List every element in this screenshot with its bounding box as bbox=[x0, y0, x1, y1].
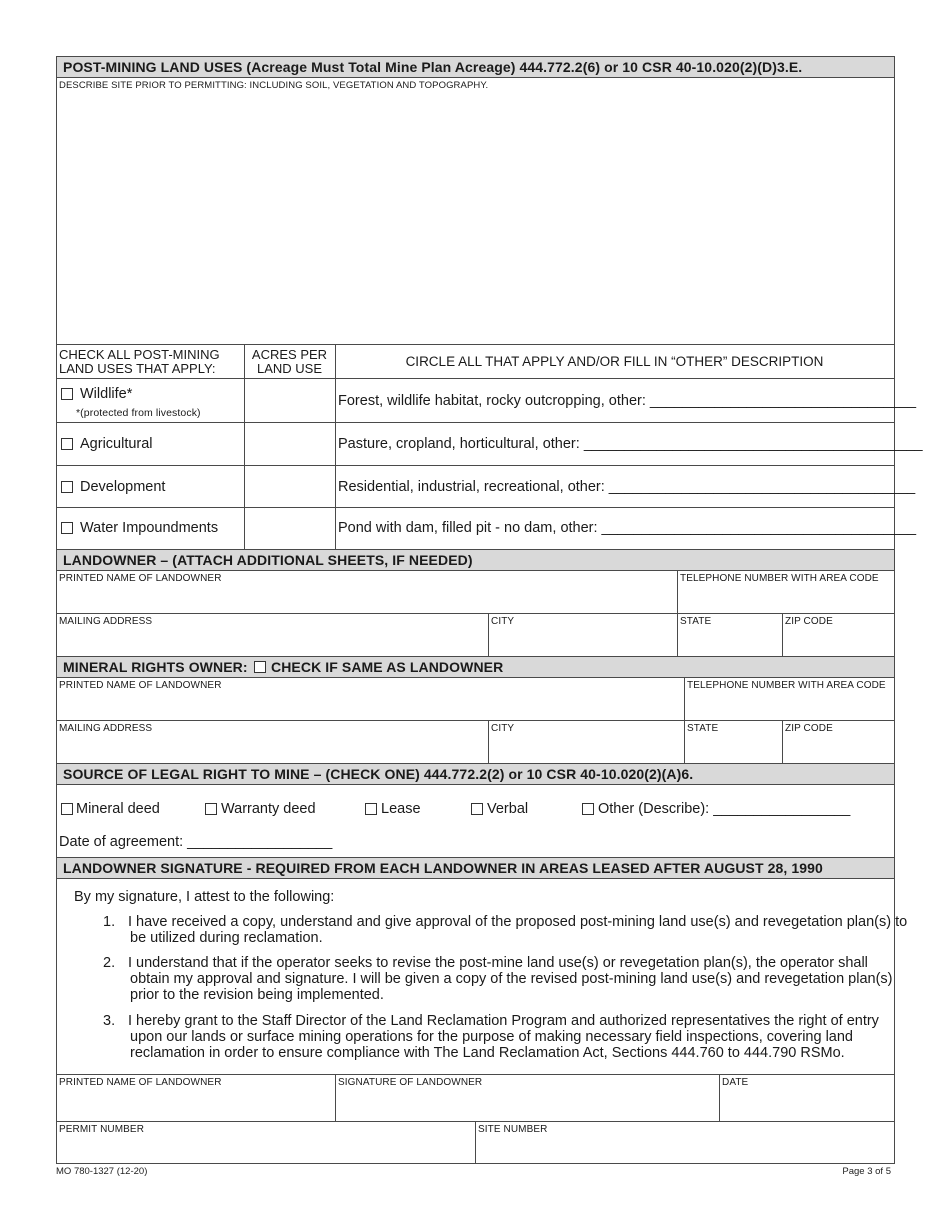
attest-3-line3: reclamation in order to ensure compliance with The Land Reclamation Act, Sections 444.760 to 444.790 RSMo. bbox=[130, 1045, 845, 1061]
mineral-deed-label: Mineral deed bbox=[76, 801, 160, 817]
attest-2-line2: obtain my approval and signature. I will be given a copy of the revised post-mining land use(s) and revegetation plan(s) bbox=[130, 971, 893, 987]
other-checkbox[interactable] bbox=[582, 803, 594, 815]
warranty-deed-label: Warranty deed bbox=[221, 801, 316, 817]
same-as-landowner-checkbox[interactable] bbox=[254, 661, 266, 673]
col-check-header-2: LAND USES THAT APPLY: bbox=[59, 361, 216, 376]
attest-2-line1: I understand that if the operator seeks to revise the post-mine land use(s) or revegetation plan(s), the operator shall bbox=[128, 955, 868, 971]
mineral-phone-label: TELEPHONE NUMBER WITH AREA CODE bbox=[687, 680, 886, 691]
legal-title: SOURCE OF LEGAL RIGHT TO MINE – (CHECK ONE) 444.772.2(2) or 10 CSR 40-10.020(2)(A)6. bbox=[63, 766, 694, 782]
agricultural-checkbox[interactable] bbox=[61, 438, 73, 450]
mineral-title: MINERAL RIGHTS OWNER: bbox=[63, 659, 248, 675]
landowner-city-label: CITY bbox=[491, 616, 515, 627]
wildlife-description[interactable]: Forest, wildlife habitat, rocky outcropping, other: _________________________________ bbox=[338, 393, 917, 409]
mineral-address-label: MAILING ADDRESS bbox=[59, 723, 153, 734]
agricultural-description[interactable]: Pasture, cropland, horticultural, other: __________________________________________ bbox=[338, 436, 923, 452]
development-label: Development bbox=[80, 479, 166, 495]
date-of-agreement[interactable]: Date of agreement: __________________ bbox=[59, 834, 333, 850]
development-checkbox[interactable] bbox=[61, 481, 73, 493]
attest-1-num: 1. bbox=[103, 914, 116, 930]
landowner-name-label: PRINTED NAME OF LANDOWNER bbox=[59, 573, 222, 584]
sig-printed-name-label: PRINTED NAME OF LANDOWNER bbox=[59, 1077, 222, 1088]
development-description[interactable]: Residential, industrial, recreational, other: ______________________________________ bbox=[338, 479, 916, 495]
lease-checkbox[interactable] bbox=[365, 803, 377, 815]
permit-number-label: PERMIT NUMBER bbox=[59, 1124, 145, 1135]
col-check-header-1: CHECK ALL POST-MINING bbox=[59, 347, 220, 362]
landowner-address-label: MAILING ADDRESS bbox=[59, 616, 153, 627]
water-impoundments-checkbox[interactable] bbox=[61, 522, 73, 534]
water-impoundments-description[interactable]: Pond with dam, filled pit - no dam, other: _______________________________________ bbox=[338, 520, 917, 536]
mineral-zip-label: ZIP CODE bbox=[785, 723, 833, 734]
form-number: MO 780-1327 (12-20) bbox=[56, 1166, 148, 1177]
attest-2-num: 2. bbox=[103, 955, 116, 971]
describe-site-label: DESCRIBE SITE PRIOR TO PERMITTING: INCLUDING SOIL, VEGETATION AND TOPOGRAPHY. bbox=[59, 80, 489, 91]
sig-date-label: DATE bbox=[722, 1077, 749, 1088]
landowner-title: LANDOWNER – (ATTACH ADDITIONAL SHEETS, IF NEEDED) bbox=[63, 552, 473, 568]
sig-signature-label: SIGNATURE OF LANDOWNER bbox=[338, 1077, 483, 1088]
landowner-phone-label: TELEPHONE NUMBER WITH AREA CODE bbox=[680, 573, 879, 584]
col-acres-header-2: LAND USE bbox=[256, 361, 323, 376]
attest-intro: By my signature, I attest to the following: bbox=[74, 889, 335, 905]
landowner-state-label: STATE bbox=[680, 616, 712, 627]
same-as-landowner-label: CHECK IF SAME AS LANDOWNER bbox=[271, 659, 504, 675]
verbal-checkbox[interactable] bbox=[471, 803, 483, 815]
attest-1-line1: I have received a copy, understand and give approval of the proposed post-mining land use(s) and revegetation plan(s) to bbox=[128, 914, 908, 930]
signature-title: LANDOWNER SIGNATURE - REQUIRED FROM EACH LANDOWNER IN AREAS LEASED AFTER AUGUST 28, 1990 bbox=[63, 860, 823, 876]
page-number: Page 3 of 5 bbox=[842, 1166, 891, 1177]
lease-label: Lease bbox=[381, 801, 421, 817]
attest-3-num: 3. bbox=[103, 1013, 116, 1029]
wildlife-note: *(protected from livestock) bbox=[76, 407, 201, 419]
col-acres-header-1: ACRES PER bbox=[251, 347, 328, 362]
wildlife-checkbox[interactable] bbox=[61, 388, 73, 400]
agricultural-label: Agricultural bbox=[80, 436, 153, 452]
verbal-label: Verbal bbox=[487, 801, 529, 817]
attest-2-line3: prior to the revision being implemented. bbox=[130, 987, 384, 1003]
col-circle-header: CIRCLE ALL THAT APPLY AND/OR FILL IN “OTHER” DESCRIPTION bbox=[405, 354, 824, 369]
mineral-city-label: CITY bbox=[491, 723, 515, 734]
wildlife-label: Wildlife* bbox=[80, 386, 133, 402]
mineral-state-label: STATE bbox=[687, 723, 719, 734]
mineral-deed-checkbox[interactable] bbox=[61, 803, 73, 815]
attest-3-line1: I hereby grant to the Staff Director of the Land Reclamation Program and authorized representatives the right of entry bbox=[128, 1013, 879, 1029]
mineral-name-label: PRINTED NAME OF LANDOWNER bbox=[59, 680, 222, 691]
other-label[interactable]: Other (Describe): _________________ bbox=[598, 801, 851, 817]
warranty-deed-checkbox[interactable] bbox=[205, 803, 217, 815]
describe-site-input[interactable] bbox=[58, 94, 897, 346]
water-impoundments-label: Water Impoundments bbox=[80, 520, 219, 536]
site-number-label: SITE NUMBER bbox=[478, 1124, 548, 1135]
attest-1-line2: be utilized during reclamation. bbox=[130, 930, 323, 946]
landowner-zip-label: ZIP CODE bbox=[785, 616, 833, 627]
post-mining-title: POST-MINING LAND USES (Acreage Must Total Mine Plan Acreage) 444.772.2(6) or 10 CSR 40-10.020(2)(D)3.E. bbox=[63, 59, 803, 75]
attest-3-line2: upon our lands or surface mining operations for the purpose of making necessary field inspections, covering land bbox=[130, 1029, 853, 1045]
